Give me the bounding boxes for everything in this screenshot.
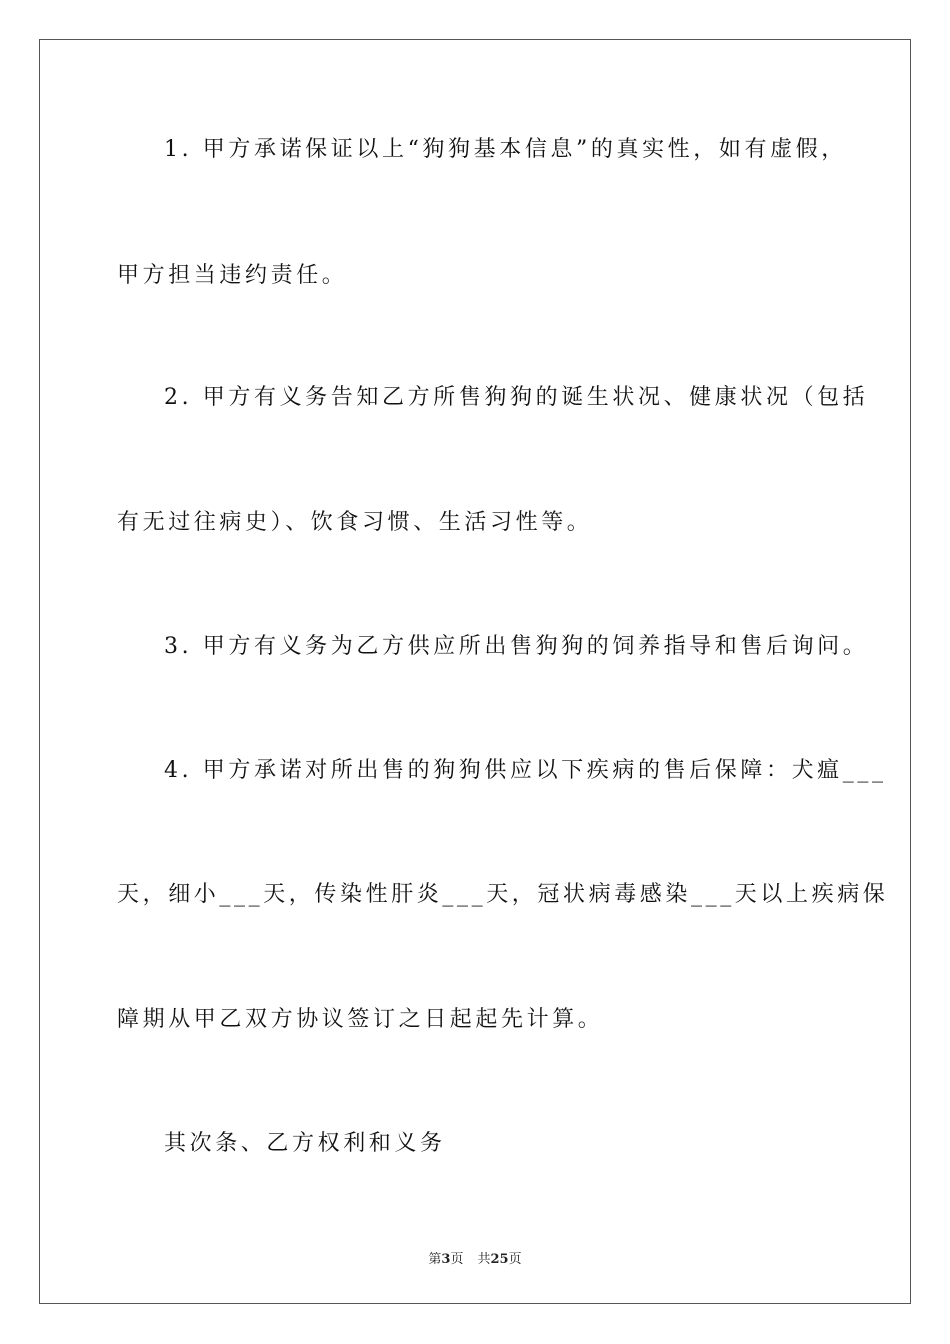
page-border (39, 39, 911, 1304)
clause-2-line-2: 有无过往病史）、饮食习惯、生活习性等。 (117, 510, 593, 535)
footer-total-prefix: 共 (477, 1252, 491, 1267)
clause-1-line-2: 甲方担当违约责任。 (117, 263, 348, 288)
footer-page-number: 3 (441, 1252, 451, 1267)
clause-4-line-1: 4. 甲方承诺对所出售的狗狗供应以下疾病的售后保障：犬瘟___ (164, 758, 887, 783)
clause-1-line-1: 1. 甲方承诺保证以上“狗狗基本信息”的真实性，如有虚假， (164, 137, 847, 162)
section-heading: 其次条、乙方权利和义务 (164, 1131, 446, 1156)
footer-page-prefix: 第 (428, 1252, 442, 1267)
footer-total-suffix: 页 (508, 1252, 522, 1267)
page-footer (0, 1248, 950, 1267)
footer-total-pages: 25 (490, 1252, 509, 1267)
clause-2-line-1: 2. 甲方有义务告知乙方所售狗狗的诞生状况、健康状况（包括 (164, 385, 869, 410)
footer-page-suffix: 页 (450, 1252, 464, 1267)
clause-4-line-3: 障期从甲乙双方协议签订之日起起先计算。 (117, 1007, 604, 1032)
clause-3-line-1: 3. 甲方有义务为乙方供应所出售狗狗的饲养指导和售后询问。 (164, 634, 869, 659)
clause-4-line-2: 天，细小___天，传染性肝炎___天，冠状病毒感染___天以上疾病保 (117, 882, 889, 907)
